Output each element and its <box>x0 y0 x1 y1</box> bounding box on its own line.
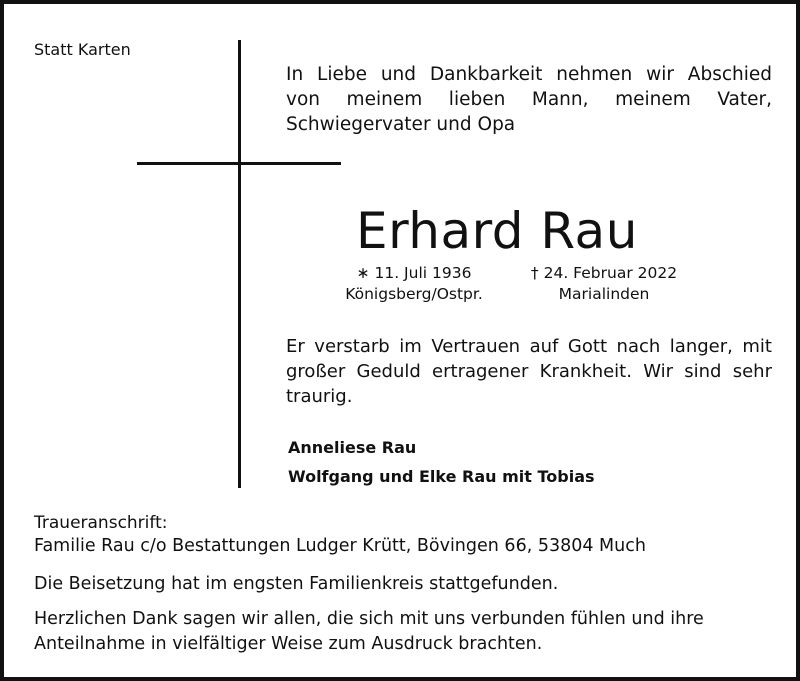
address-value: Familie Rau c/o Bestattungen Ludger Krütt, Bövingen 66, 53804 Much <box>34 536 646 556</box>
thanks-text <box>34 607 774 657</box>
thanks-line-1: Herzlichen Dank sagen wir allen, die sich mit uns verbunden fühlen und ihre <box>34 609 704 629</box>
intro-line-1: In Liebe und Dankbarkeit nehmen wir Abschied <box>286 64 772 85</box>
burial-note: Die Beisetzung hat im engsten Familienkreis stattgefunden. <box>34 574 559 594</box>
intro-line-3: Schwiegervater und Opa <box>286 114 516 135</box>
message-line-2: großer Geduld ertragener Krankheit. Wir sind sehr <box>286 361 772 382</box>
intro-line-2: von meinem lieben Mann, meinem Vater, <box>286 89 772 110</box>
message-line-1: Er verstarb im Vertrauen auf Gott nach langer, mit <box>286 336 772 357</box>
message-text <box>286 334 772 409</box>
signer-anneliese: Anneliese Rau <box>288 438 417 457</box>
message-line-3: traurig. <box>286 386 353 407</box>
birth-place: Königsberg/Ostpr. <box>345 285 483 303</box>
address-label: Traueranschrift: <box>34 513 168 533</box>
deceased-name: Erhard Rau <box>356 202 638 260</box>
signer-wolfgang-elke: Wolfgang und Elke Rau mit Tobias <box>288 467 595 486</box>
cross-icon-vertical-bar <box>238 40 241 488</box>
death-date: † 24. Februar 2022 <box>530 264 678 282</box>
thanks-line-2: Anteilnahme in vielfältiger Weise zum Ausdruck brachten. <box>34 634 543 654</box>
intro-text <box>286 62 772 137</box>
birth-info <box>319 263 509 305</box>
statt-karten-label: Statt Karten <box>34 40 131 59</box>
death-info <box>509 263 699 305</box>
birth-date: ∗ 11. Juli 1936 <box>356 264 472 282</box>
cross-icon-horizontal-bar <box>137 162 341 165</box>
death-place: Marialinden <box>558 285 650 303</box>
